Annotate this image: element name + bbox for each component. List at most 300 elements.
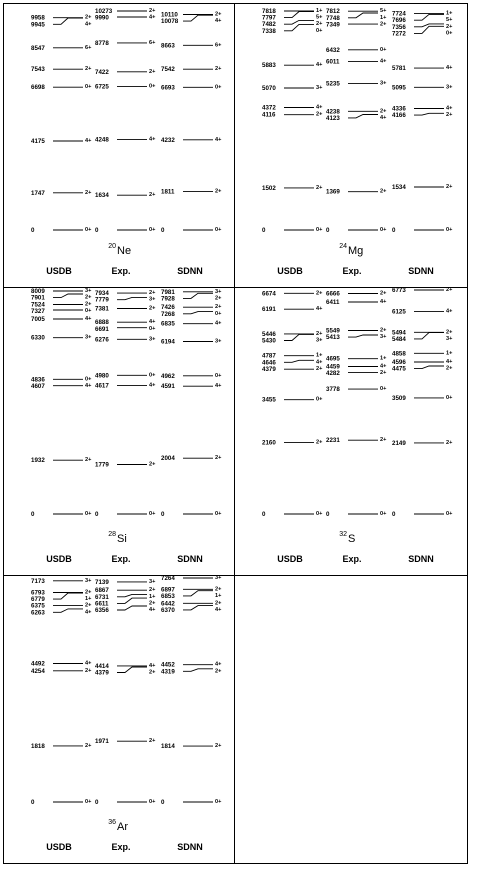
level-spin: 2+ <box>446 439 453 446</box>
panel-grid <box>4 4 468 864</box>
level-spin: 4+ <box>215 661 222 668</box>
level <box>262 105 323 112</box>
level-energy: 8778 <box>95 39 109 47</box>
level-energy: 0 <box>161 799 165 806</box>
level-spin: 4+ <box>316 306 323 313</box>
level-energy: 6835 <box>161 320 175 328</box>
level-spin: 4+ <box>316 62 323 69</box>
level-spin: 4+ <box>85 316 92 322</box>
level-spin: 5+ <box>380 8 387 15</box>
level-energy: 10110 <box>161 11 178 19</box>
column-sdnn <box>161 12 222 277</box>
level-spin: 3+ <box>149 296 156 303</box>
level-spin: 0+ <box>316 396 323 403</box>
level-line <box>414 366 444 369</box>
level-energy: 4248 <box>95 136 109 144</box>
column-header: SDNN <box>177 842 203 852</box>
level-spin: 4+ <box>446 65 453 72</box>
mass-number: 32 <box>339 531 347 538</box>
level-spin: 3+ <box>149 578 156 585</box>
level-energy: 7812 <box>326 8 340 16</box>
level-energy: 6897 <box>161 586 175 594</box>
level-spin: 1+ <box>316 352 323 359</box>
panel-s <box>262 287 453 564</box>
level-line <box>284 334 314 340</box>
level-spin: 2+ <box>316 21 323 28</box>
level-energy: 6375 <box>31 602 45 610</box>
level-energy: 0 <box>95 227 99 234</box>
level-spin: 2+ <box>149 587 156 594</box>
level-energy: 6356 <box>95 607 109 614</box>
level-spin: 4+ <box>215 383 222 390</box>
level-energy: 4254 <box>31 667 45 675</box>
level-energy: 7482 <box>262 21 276 29</box>
level-spin: 4+ <box>446 359 453 365</box>
level <box>161 227 222 234</box>
level-energy: 0 <box>95 799 99 806</box>
level-spin: 3+ <box>215 575 222 581</box>
level <box>161 575 222 582</box>
level-line <box>284 24 314 30</box>
panel-ar <box>31 575 222 852</box>
level <box>31 335 92 342</box>
column-usdb <box>262 8 323 276</box>
level <box>326 437 387 444</box>
level <box>95 738 156 745</box>
level <box>262 290 323 297</box>
level-energy: 4591 <box>161 383 175 391</box>
level <box>161 743 222 750</box>
level-energy: 7349 <box>326 21 340 29</box>
column-header: SDNN <box>177 266 203 276</box>
level <box>326 334 387 341</box>
level-spin: 0+ <box>85 227 92 233</box>
level <box>262 366 323 373</box>
column-usdb <box>31 578 92 852</box>
level-spin: 3+ <box>380 80 387 87</box>
level-spin: 0+ <box>85 511 92 517</box>
level-energy: 7139 <box>95 578 109 586</box>
level <box>392 350 453 357</box>
level <box>326 80 387 87</box>
level <box>31 66 92 73</box>
level-spin: 4+ <box>85 21 92 28</box>
level-spin: 1+ <box>215 592 222 599</box>
level <box>161 455 222 462</box>
level-spin: 4+ <box>380 114 387 121</box>
level-energy: 7338 <box>262 27 276 35</box>
level-energy: 1634 <box>95 192 109 200</box>
level <box>95 326 156 333</box>
level-line <box>117 594 147 596</box>
level-energy: 5430 <box>262 337 276 345</box>
level-energy: 4414 <box>95 662 109 670</box>
level <box>161 42 222 49</box>
level-spin: 3+ <box>380 334 387 341</box>
level-spin: 2+ <box>149 461 156 468</box>
level-line <box>117 667 147 673</box>
level-energy: 4475 <box>392 365 406 373</box>
column-exp <box>326 291 387 565</box>
column-header: SDNN <box>408 266 434 276</box>
level-energy: 8009 <box>31 288 45 295</box>
level <box>31 383 92 390</box>
level <box>31 799 92 806</box>
level-energy: 5549 <box>326 327 340 335</box>
level-spin: 2+ <box>380 188 387 195</box>
level-energy: 4596 <box>392 359 406 366</box>
level-energy: 4372 <box>262 104 276 112</box>
level <box>95 606 156 614</box>
level <box>326 59 387 66</box>
column-header: SDNN <box>177 554 203 564</box>
level-spin: 0+ <box>446 30 453 37</box>
level-spin: 2+ <box>215 600 222 607</box>
level-energy: 7543 <box>31 66 45 74</box>
level <box>262 227 323 234</box>
level-energy: 4607 <box>31 382 45 390</box>
level-spin: 5+ <box>316 14 323 21</box>
level-spin: 1+ <box>85 596 92 603</box>
level-energy: 4379 <box>262 366 276 374</box>
level-energy: 6693 <box>161 84 175 92</box>
level-energy: 0 <box>31 227 35 234</box>
level <box>392 112 453 119</box>
level-energy: 0 <box>161 511 165 518</box>
level-spin: 4+ <box>149 14 156 21</box>
level-spin: 2+ <box>316 439 323 446</box>
column-exp <box>95 579 156 852</box>
level-energy: 4492 <box>31 660 45 668</box>
level-energy: 4646 <box>262 359 276 367</box>
level-spin: 3+ <box>85 577 92 584</box>
level-line <box>53 294 83 298</box>
level <box>161 321 222 328</box>
level-spin: 0+ <box>215 84 222 91</box>
level-spin: 2+ <box>380 108 387 115</box>
level-energy: 6370 <box>161 606 175 614</box>
level-energy: 9990 <box>95 14 109 22</box>
level-line <box>183 15 213 21</box>
level-energy: 6793 <box>31 589 45 597</box>
level-energy: 4858 <box>392 350 406 358</box>
level <box>161 383 222 390</box>
level-energy: 8547 <box>31 44 45 52</box>
level <box>392 395 453 402</box>
level <box>392 287 453 294</box>
level-spin: 4+ <box>215 136 222 143</box>
nucleus-label <box>108 531 127 545</box>
level <box>95 372 156 379</box>
level <box>392 184 453 191</box>
level-energy: 4175 <box>31 138 45 145</box>
level-spin: 4+ <box>215 320 222 327</box>
level <box>161 137 222 144</box>
level <box>95 84 156 91</box>
level <box>161 606 222 614</box>
level-energy: 5235 <box>326 80 340 88</box>
level-spin: 2+ <box>85 742 92 749</box>
level <box>95 227 156 234</box>
level-spin: 6+ <box>215 42 222 49</box>
mass-number: 20 <box>108 243 116 250</box>
level-spin: 4+ <box>380 363 387 370</box>
level-energy: 4232 <box>161 136 175 144</box>
level-energy: 7264 <box>161 575 175 582</box>
level <box>31 609 92 616</box>
level-spin: 0+ <box>85 84 92 91</box>
level-spin: 0+ <box>215 310 222 317</box>
level-energy: 2231 <box>326 437 340 445</box>
level-energy: 0 <box>392 227 396 234</box>
level-spin: 2+ <box>446 184 453 190</box>
level <box>161 311 222 318</box>
level-line <box>348 13 378 18</box>
level-spin: 0+ <box>149 325 156 332</box>
level-energy: 4238 <box>326 108 340 116</box>
level-energy: 6194 <box>161 338 175 346</box>
level-spin: 2+ <box>85 667 92 674</box>
level-energy: 4166 <box>392 112 406 120</box>
level-energy: 10078 <box>161 18 179 26</box>
level-energy: 6263 <box>31 609 45 617</box>
level-spin: 3+ <box>316 85 323 91</box>
level-energy: 1747 <box>31 189 45 197</box>
level-energy: 7928 <box>161 295 175 303</box>
level-energy: 7381 <box>95 305 109 313</box>
level-energy: 7901 <box>31 294 45 302</box>
level-spin: 4+ <box>446 105 453 112</box>
level-spin: 2+ <box>380 370 387 377</box>
level-energy: 7005 <box>31 316 45 323</box>
level-energy: 6011 <box>326 58 340 66</box>
level-spin: 1+ <box>380 14 387 21</box>
level <box>95 297 156 304</box>
level-spin: 2+ <box>316 366 323 373</box>
level-energy: 6674 <box>262 290 276 298</box>
level <box>95 69 156 76</box>
level-energy: 1779 <box>95 461 109 469</box>
level-energy: 3778 <box>326 386 340 394</box>
level-line <box>348 115 378 118</box>
level-spin: 2+ <box>149 669 156 676</box>
level <box>161 339 222 346</box>
level-line <box>183 591 213 596</box>
level-energy: 0 <box>326 227 330 234</box>
level <box>326 386 387 393</box>
column-header: Exp. <box>111 842 131 852</box>
level <box>326 189 387 196</box>
level-energy: 7426 <box>161 304 175 312</box>
level <box>262 185 323 192</box>
element-symbol: Ne <box>117 245 132 257</box>
level-energy: 1971 <box>95 738 109 746</box>
element-symbol: S <box>348 533 356 545</box>
level-energy: 5070 <box>262 85 276 92</box>
level <box>392 227 453 234</box>
level-spin: 0+ <box>215 511 222 517</box>
level-spin: 2+ <box>149 305 156 312</box>
level-spin: 2+ <box>85 589 92 596</box>
level-line <box>284 20 314 24</box>
level <box>262 440 323 447</box>
level <box>392 366 453 373</box>
level-energy: 7797 <box>262 14 276 22</box>
panel-mg <box>262 8 453 276</box>
level-line <box>284 12 314 18</box>
level-energy: 2160 <box>262 439 276 447</box>
column-usdb <box>31 15 92 276</box>
level-spin: 2+ <box>380 290 387 297</box>
element-symbol: Si <box>117 533 127 545</box>
level-line <box>414 26 444 33</box>
outer-border <box>4 4 468 864</box>
level-energy: 7524 <box>31 301 45 309</box>
level-line <box>414 333 444 339</box>
level-energy: 5484 <box>392 335 406 343</box>
level-energy: 3509 <box>392 394 406 402</box>
level <box>392 511 453 518</box>
level-line <box>183 312 213 314</box>
level-spin: 2+ <box>149 600 156 607</box>
level-spin: 0+ <box>149 372 156 379</box>
level-spin: 4+ <box>316 359 323 366</box>
level <box>95 336 156 343</box>
column-header: USDB <box>277 266 303 276</box>
level-spin: 0+ <box>149 799 156 805</box>
level-line <box>53 18 83 24</box>
level-spin: 3+ <box>149 336 156 343</box>
level-energy: 0 <box>262 511 266 518</box>
level <box>161 668 222 675</box>
level <box>326 291 387 298</box>
level-energy: 1814 <box>161 743 175 751</box>
level-spin: 0+ <box>446 394 453 401</box>
level-spin: 0+ <box>380 511 387 517</box>
level <box>31 668 92 675</box>
column-header: USDB <box>46 266 72 276</box>
level <box>262 85 323 92</box>
level-energy: 9958 <box>31 14 45 22</box>
level-energy: 7356 <box>392 23 406 31</box>
level-energy: 4617 <box>95 382 109 390</box>
column-exp <box>95 8 156 276</box>
level-spin: 2+ <box>380 21 387 28</box>
level-spin: 0+ <box>215 799 222 805</box>
level <box>326 299 387 306</box>
level-spin: 1+ <box>380 355 387 362</box>
level <box>161 66 222 73</box>
level-spin: 2+ <box>149 68 156 75</box>
level <box>262 511 323 518</box>
level <box>31 457 92 464</box>
column-header: Exp. <box>111 266 131 276</box>
level-energy: 5494 <box>392 329 406 337</box>
level-spin: 4+ <box>316 104 323 111</box>
level-spin: 4+ <box>149 319 156 326</box>
column-usdb <box>31 288 92 564</box>
level-spin: 2+ <box>446 112 453 119</box>
level-line <box>183 293 213 298</box>
level-spin: 2+ <box>446 23 453 30</box>
level <box>262 306 323 313</box>
column-sdnn <box>392 287 453 564</box>
level-spin: 1+ <box>149 593 156 600</box>
level-line <box>117 297 147 299</box>
level-energy: 7818 <box>262 8 276 15</box>
level-spin: 2+ <box>215 743 222 750</box>
level-spin: 0+ <box>380 227 387 233</box>
level-spin: 3+ <box>85 334 92 341</box>
level-spin: 0+ <box>215 227 222 233</box>
level-line <box>348 335 378 337</box>
level-energy: 4980 <box>95 372 109 380</box>
level <box>31 661 92 668</box>
level-spin: 2+ <box>149 290 156 297</box>
level-energy: 6666 <box>326 290 340 298</box>
level-spin: 2+ <box>380 327 387 334</box>
column-header: USDB <box>46 554 72 564</box>
level-energy: 6276 <box>95 336 109 344</box>
level-spin: 2+ <box>380 437 387 444</box>
level-spin: 2+ <box>215 586 222 593</box>
level-energy: 7422 <box>95 68 109 76</box>
level <box>95 136 156 143</box>
level-energy: 4787 <box>262 352 276 360</box>
level <box>31 743 92 750</box>
level <box>31 45 92 52</box>
level-spin: 3+ <box>446 84 453 91</box>
level-spin: 2+ <box>215 295 222 302</box>
level-energy: 4282 <box>326 370 340 378</box>
mass-number: 36 <box>108 819 116 826</box>
level-spin: 0+ <box>85 799 92 805</box>
column-exp <box>326 8 387 276</box>
level-energy: 6432 <box>326 46 340 54</box>
level-spin: 2+ <box>215 668 222 675</box>
column-exp <box>95 290 156 564</box>
level-energy: 7981 <box>161 288 175 296</box>
level-energy: 1369 <box>326 188 340 196</box>
level-spin: 4+ <box>215 18 222 25</box>
level-spin: 4+ <box>446 308 453 315</box>
level <box>326 370 387 377</box>
level-spin: 0+ <box>85 308 92 315</box>
level-energy: 7748 <box>326 14 340 22</box>
level-spin: 2+ <box>85 294 92 301</box>
mass-number: 24 <box>339 243 347 250</box>
level-line <box>117 598 147 603</box>
level-line <box>183 606 213 610</box>
level-energy: 0 <box>31 799 35 806</box>
level-energy: 0 <box>262 227 266 234</box>
level-energy: 7173 <box>31 577 45 585</box>
level-spin: 2+ <box>149 8 156 14</box>
level-spin: 4+ <box>85 660 92 667</box>
level-energy: 7327 <box>31 308 45 316</box>
level <box>262 397 323 404</box>
level <box>262 62 323 69</box>
level-spin: 4+ <box>149 382 156 389</box>
level-spin: 0+ <box>446 227 453 233</box>
column-header: Exp. <box>342 554 362 564</box>
level <box>95 382 156 389</box>
column-sdnn <box>392 11 453 276</box>
level-spin: 0+ <box>380 46 387 53</box>
level-spin: 3+ <box>215 338 222 345</box>
level-energy: 6779 <box>31 596 45 604</box>
level-spin: 3+ <box>316 337 323 344</box>
